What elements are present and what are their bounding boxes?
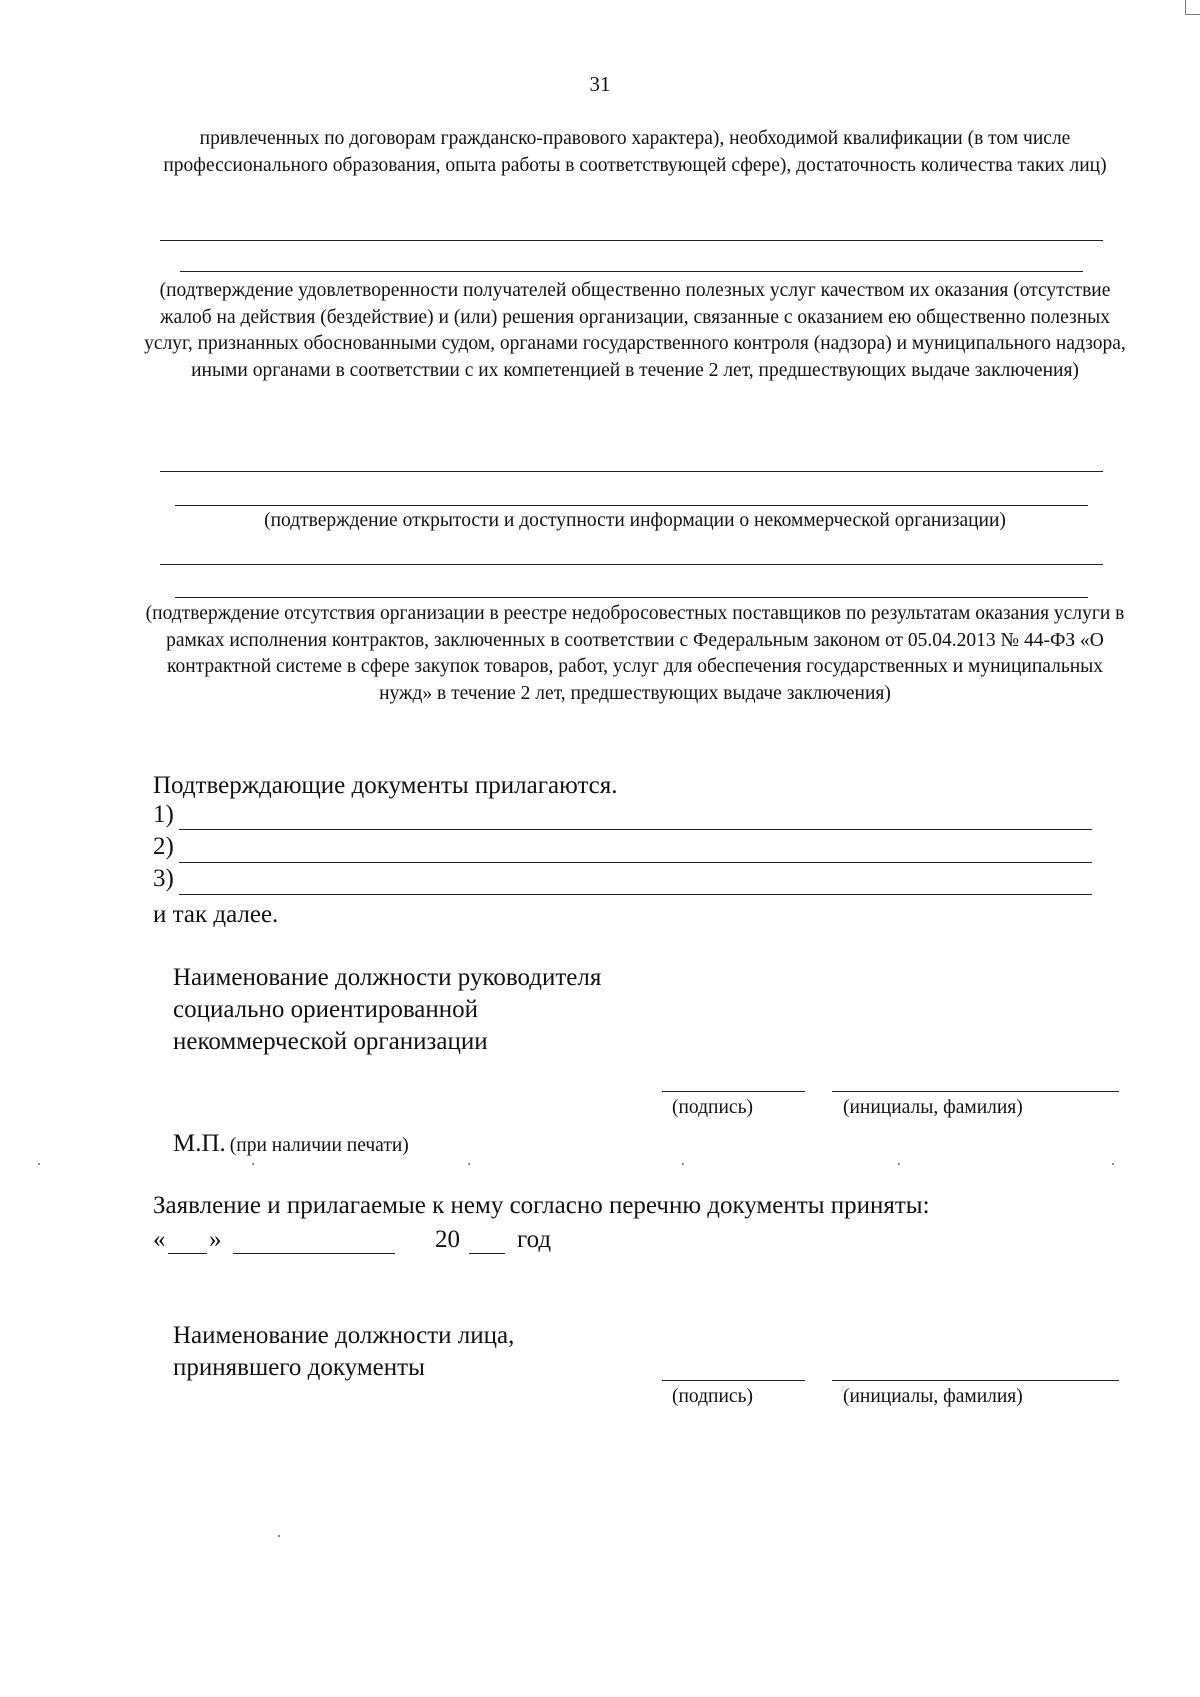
document-item-3 bbox=[153, 865, 174, 893]
head-signature-line bbox=[662, 1091, 805, 1092]
head-name-line bbox=[832, 1091, 1119, 1092]
page-number: 31 bbox=[589, 72, 611, 96]
scan-speck bbox=[1112, 1163, 1114, 1165]
document-item-1-line bbox=[179, 829, 1092, 830]
head-position-label: Наименование должности руководителя социально ориентированной некоммерческой организации bbox=[173, 964, 602, 1055]
document-item-2-line bbox=[179, 862, 1092, 863]
document-item-2-number: 2) bbox=[153, 833, 174, 860]
scan-corner-mark bbox=[1185, 0, 1200, 15]
date-day-line bbox=[168, 1253, 207, 1254]
date-year-prefix: 20 bbox=[435, 1226, 460, 1253]
date-year-word: год bbox=[517, 1226, 552, 1253]
fill-line-staff-2 bbox=[180, 271, 1083, 272]
document-item-3-line bbox=[179, 894, 1092, 895]
scan-speck bbox=[278, 1535, 280, 1537]
head-name-label: (инициалы, фамилия) bbox=[843, 1097, 1023, 1118]
scan-speck bbox=[252, 1163, 254, 1165]
caption-registry: (подтверждение отсутствия организации в реестре недобросовестных поставщиков по результатам оказания услуги в рамках исполнения контрактов, заключенных в соответствии с Федеральным законом от 05.04.2013 № 44-ФЗ «О контрактной системе в сфере закупок товаров, работ, услуг для обеспечения государственных и муниципальных нужд» в течение 2 лет, предшествующих выдаче заключения) bbox=[145, 603, 1125, 704]
fill-line-openness-2 bbox=[175, 597, 1088, 598]
scan-speck bbox=[38, 1163, 40, 1165]
document-item-1 bbox=[153, 801, 174, 829]
fill-line-satisfaction-2 bbox=[175, 505, 1088, 506]
scan-speck bbox=[468, 1163, 470, 1165]
date-quote-open: « bbox=[153, 1226, 166, 1253]
acceptance-statement: Заявление и прилагаемые к нему согласно перечню документы приняты: bbox=[153, 1192, 930, 1219]
date-year-line bbox=[469, 1253, 505, 1254]
scan-speck bbox=[898, 1163, 900, 1165]
fill-line-staff-1 bbox=[160, 240, 1103, 241]
date-quote-close: » bbox=[209, 1226, 222, 1253]
date-month-line bbox=[233, 1253, 395, 1254]
stamp-area bbox=[173, 1128, 409, 1159]
fill-line-satisfaction-1 bbox=[160, 471, 1103, 472]
fill-line-openness-1 bbox=[160, 564, 1103, 565]
receiver-signature-line bbox=[662, 1380, 805, 1381]
caption-openness: (подтверждение открытости и доступности информации о некоммерческой организации) bbox=[264, 510, 1006, 531]
documents-heading: Подтверждающие документы прилагаются. bbox=[153, 772, 618, 799]
receiver-name-line bbox=[832, 1380, 1119, 1381]
receiver-signature-label: (подпись) bbox=[672, 1386, 753, 1407]
document-item-2 bbox=[153, 833, 174, 861]
document-item-1-number: 1) bbox=[153, 801, 174, 828]
acceptance-date bbox=[153, 1224, 753, 1258]
receiver-position-label: Наименование должности лица, принявшего документы bbox=[173, 1322, 515, 1381]
document-item-3-number: 3) bbox=[153, 865, 174, 892]
stamp-note: (при наличии печати) bbox=[229, 1135, 409, 1156]
head-signature-label: (подпись) bbox=[672, 1097, 753, 1118]
scan-speck bbox=[682, 1163, 684, 1165]
intro-paragraph: привлеченных по договорам гражданско-правового характера), необходимой квалификации (в том числе профессионального образования, опыта работы в соответствующей сфере), достаточность количества таких лиц) bbox=[163, 128, 1107, 176]
documents-etc: и так далее. bbox=[153, 901, 279, 928]
caption-satisfaction: (подтверждение удовлетворенности получателей общественно полезных услуг качеством их оказания (отсутствие жалоб на действия (бездействие) и (или) решения организации, связанные с оказанием ею общественно полезных услуг, признанных обоснованными судом, органами государственного контроля (надзора) и муниципального надзора, иными органами в соответствии с их компетенцией в течение 2 лет, предшествующих выдаче заключения) bbox=[144, 280, 1126, 381]
receiver-name-label: (инициалы, фамилия) bbox=[843, 1386, 1023, 1407]
stamp-abbreviation: М.П. bbox=[173, 1130, 226, 1157]
